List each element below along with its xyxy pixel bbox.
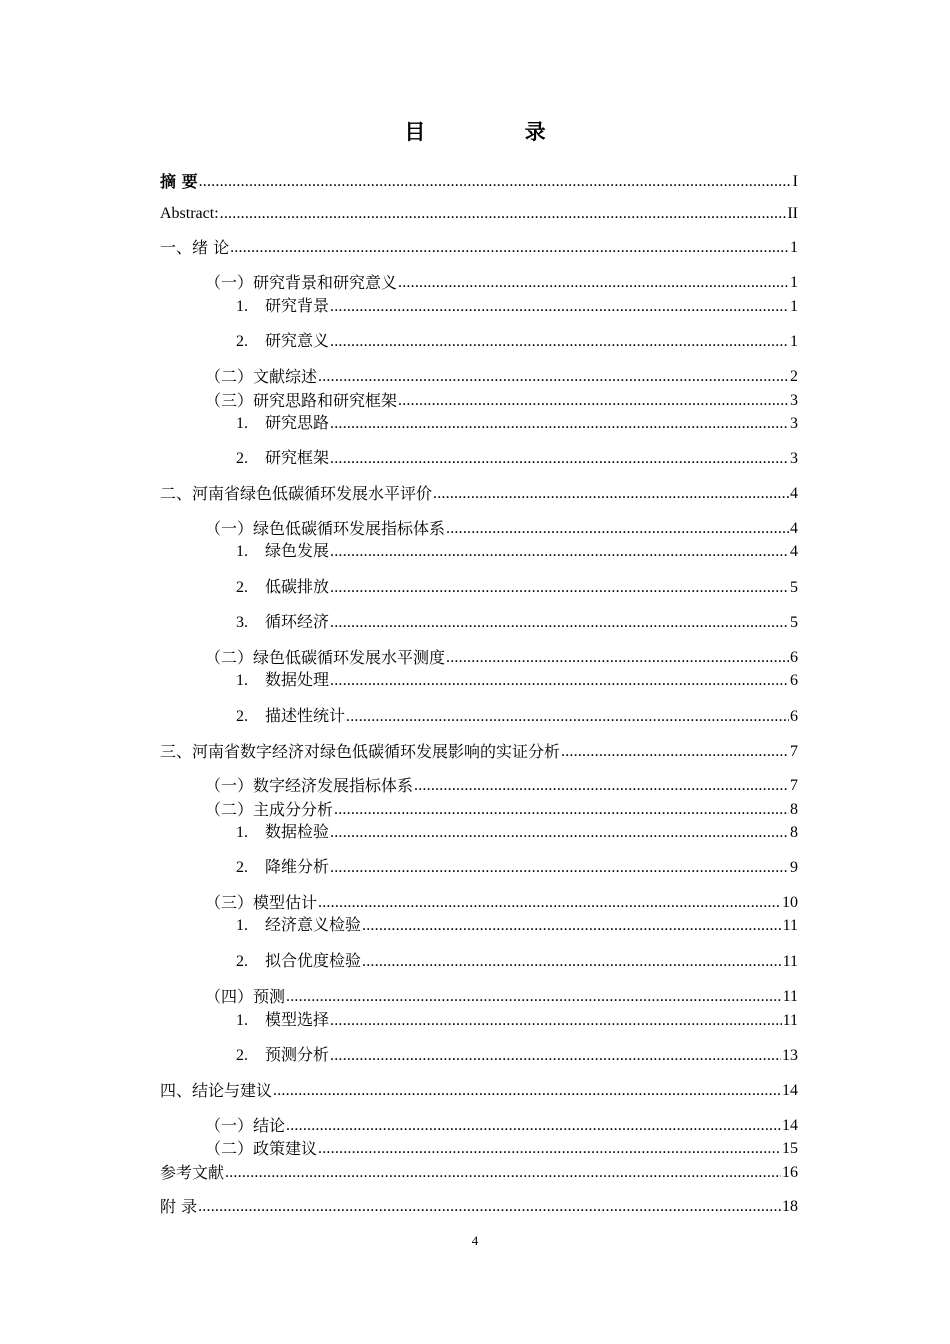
dot-leader — [433, 483, 789, 504]
dot-leader — [362, 951, 782, 972]
dot-leader — [334, 799, 789, 820]
toc-entry-label: 降维分析 — [265, 857, 330, 876]
toc-entry-page: 16 — [782, 1164, 798, 1181]
dot-leader — [318, 1138, 781, 1159]
toc-entry[interactable] — [205, 387, 798, 411]
toc-entry[interactable] — [236, 1042, 798, 1066]
toc-entry-number: 1. — [236, 1012, 248, 1029]
toc-entry-page: 11 — [782, 953, 798, 970]
toc-entry-number: 2. — [236, 859, 248, 876]
toc-entry-label: （一）研究背景和研究意义 — [205, 273, 398, 292]
toc-entry-label: 循环经济 — [265, 612, 330, 631]
dot-leader — [330, 296, 789, 317]
toc-entry-label: 数据检验 — [265, 822, 330, 841]
dot-leader — [414, 775, 789, 796]
toc-entry-label: 研究框架 — [265, 448, 330, 467]
toc-entry-label: 拟合优度检验 — [265, 951, 362, 970]
toc-entry-text — [205, 800, 333, 820]
toc-entry-number: 2. — [236, 579, 248, 596]
toc-entry[interactable] — [236, 912, 798, 936]
toc-entry-text — [160, 742, 560, 762]
dot-leader — [318, 892, 781, 913]
dot-leader — [330, 448, 789, 469]
toc-entry-label: 研究思路 — [265, 413, 330, 432]
toc-entry-page: 8 — [790, 801, 798, 818]
toc-entry-page: 11 — [782, 917, 798, 934]
toc-entry-number: 1. — [236, 824, 248, 841]
toc-entry-text — [236, 612, 329, 633]
dot-leader — [199, 171, 792, 192]
toc-entry-text — [160, 484, 432, 504]
page-number: 4 — [471, 1233, 479, 1248]
toc-entry-text — [160, 238, 229, 258]
toc-entry-page: I — [792, 173, 798, 190]
dot-leader — [330, 541, 789, 562]
toc-entry-text — [205, 893, 317, 913]
toc-entry-text — [236, 541, 329, 562]
dot-leader — [198, 1196, 781, 1217]
toc-entry-text — [205, 519, 445, 539]
toc-entry-page: 4 — [790, 543, 798, 560]
dot-leader — [561, 741, 789, 762]
dot-leader — [330, 413, 789, 434]
toc-entry-page: 4 — [790, 485, 798, 502]
toc-entry-page: 3 — [790, 450, 798, 467]
toc-entry-label: 研究背景 — [265, 296, 330, 315]
dot-leader — [362, 915, 782, 936]
toc-entry-label: 四、结论与建议 — [160, 1081, 273, 1100]
toc-entry-number: 1. — [236, 415, 248, 432]
toc-entry-number: 2. — [236, 708, 248, 725]
toc-entry-text — [160, 1081, 272, 1101]
toc-entry[interactable] — [205, 644, 798, 668]
toc-entry-page: 3 — [790, 392, 798, 409]
toc-entry-label: （二）绿色低碳循环发展水平测度 — [205, 648, 446, 667]
toc-entry-page: 2 — [790, 368, 798, 385]
toc-entry-page: 11 — [782, 1012, 798, 1029]
toc-entry-number: 2. — [236, 1047, 248, 1064]
toc-entry-label: 附 录 — [160, 1197, 198, 1216]
toc-entry[interactable] — [205, 363, 798, 387]
dot-leader — [318, 366, 789, 387]
toc-entry-text — [236, 706, 345, 727]
toc-entry-number: 3. — [236, 614, 248, 631]
toc-entry-text — [205, 1116, 285, 1136]
toc-entry-text — [236, 822, 329, 843]
toc-entry-page: 9 — [790, 859, 798, 876]
toc-entry-label: （三）研究思路和研究框架 — [205, 391, 398, 410]
toc-entry-text — [205, 648, 445, 668]
dot-leader — [330, 857, 789, 878]
toc-entry-label: Abstract: — [160, 205, 219, 222]
dot-leader — [330, 1045, 781, 1066]
dot-leader — [330, 577, 789, 598]
toc-entry[interactable] — [236, 538, 798, 562]
toc-entry-label: （二）文献综述 — [205, 367, 318, 386]
toc-entry[interactable] — [160, 480, 798, 504]
toc-entry-text — [236, 857, 329, 878]
toc-entry[interactable] — [160, 1159, 798, 1183]
toc-entry-page: 7 — [790, 777, 798, 794]
dot-leader — [398, 272, 789, 293]
toc-entry[interactable] — [236, 1007, 798, 1031]
toc-entry[interactable] — [236, 667, 798, 691]
toc-entry[interactable] — [236, 410, 798, 434]
toc-entry[interactable] — [236, 574, 798, 598]
dot-leader — [446, 518, 789, 539]
toc-entry-page: 14 — [782, 1117, 798, 1134]
toc-entry-page: 7 — [790, 743, 798, 760]
toc-entry-page: 6 — [790, 649, 798, 666]
dot-leader — [220, 203, 787, 224]
dot-leader — [330, 612, 789, 633]
toc-entry-label: 参考文献 — [160, 1163, 225, 1182]
toc-entry-page: 1 — [790, 274, 798, 291]
toc-entry-label: （一）绿色低碳循环发展指标体系 — [205, 519, 446, 538]
toc-entry-page: 4 — [790, 520, 798, 537]
dot-leader — [330, 670, 789, 691]
toc-entry[interactable] — [160, 168, 798, 192]
toc-entry[interactable] — [236, 819, 798, 843]
toc-entry[interactable] — [205, 772, 798, 796]
toc-entry-number: 1. — [236, 672, 248, 689]
toc-entry-page: 5 — [790, 614, 798, 631]
toc-entry-text — [236, 331, 329, 352]
toc-entry[interactable] — [236, 293, 798, 317]
toc-entry-text — [236, 577, 329, 598]
toc-entry[interactable] — [160, 1193, 798, 1217]
toc-entry-number: 1. — [236, 543, 248, 560]
toc-entry[interactable] — [236, 948, 798, 972]
toc-entry-label: 预测分析 — [265, 1045, 330, 1064]
toc-entry-text — [160, 203, 219, 224]
toc-entry-page: 15 — [782, 1140, 798, 1157]
toc-entry-page: II — [787, 205, 798, 222]
toc-entry[interactable] — [160, 1077, 798, 1101]
dot-leader — [330, 1010, 782, 1031]
dot-leader — [330, 331, 789, 352]
toc-entry-text — [236, 670, 329, 691]
toc-entry-text — [236, 951, 361, 972]
toc-entry-page: 1 — [790, 333, 798, 350]
dot-leader — [225, 1162, 781, 1183]
toc-entry[interactable] — [160, 200, 798, 224]
toc-entry-number: 1. — [236, 298, 248, 315]
toc-entry[interactable] — [205, 269, 798, 293]
toc-entry-text — [205, 273, 397, 293]
dot-leader — [330, 822, 789, 843]
toc-title: 目 录 — [404, 119, 592, 144]
toc-entry-label: 模型选择 — [265, 1010, 330, 1029]
toc-entry[interactable] — [160, 234, 798, 258]
toc-entry-label: 绿色发展 — [265, 541, 330, 560]
toc-entry[interactable] — [160, 738, 798, 762]
toc-entry-page: 8 — [790, 824, 798, 841]
toc-entry-label: 一、绪 论 — [160, 238, 230, 257]
toc-entry[interactable] — [236, 703, 798, 727]
toc-entry-text — [236, 915, 361, 936]
toc-entry-text — [236, 1045, 329, 1066]
toc-entry[interactable] — [205, 983, 798, 1007]
toc-entry-text — [236, 296, 329, 317]
toc-entry-label: （一）数字经济发展指标体系 — [205, 776, 414, 795]
toc-entry-text — [160, 172, 198, 192]
toc-entry-text — [205, 1139, 317, 1159]
toc-entry[interactable] — [236, 609, 798, 633]
toc-entry-label: 低碳排放 — [265, 577, 330, 596]
toc-entry-page: 6 — [790, 672, 798, 689]
toc-entry-text — [205, 776, 413, 796]
toc-entry-page: 1 — [790, 239, 798, 256]
toc-entry-text — [205, 367, 317, 387]
toc-entry-number: 2. — [236, 450, 248, 467]
dot-leader — [286, 986, 782, 1007]
toc-entry-text — [205, 391, 397, 411]
toc-entry-label: （三）模型估计 — [205, 893, 318, 912]
toc-entry-label: 研究意义 — [265, 331, 330, 350]
toc-entry[interactable] — [236, 854, 798, 878]
toc-entry-page: 1 — [790, 298, 798, 315]
toc-entry-page: 14 — [782, 1082, 798, 1099]
toc-entry-label: 摘 要 — [160, 172, 198, 191]
toc-entry-label: （四）预测 — [205, 987, 286, 1006]
toc-entry-label: 数据处理 — [265, 670, 330, 689]
toc-entry[interactable] — [205, 796, 798, 820]
toc-entry-page: 3 — [790, 415, 798, 432]
toc-entry-text — [236, 448, 329, 469]
dot-leader — [446, 647, 789, 668]
toc-entry-text — [160, 1197, 197, 1217]
toc-entry-text — [236, 1010, 329, 1031]
toc-entry[interactable] — [205, 889, 798, 913]
toc-entry-label: 描述性统计 — [265, 706, 346, 725]
toc-entry-page: 5 — [790, 579, 798, 596]
toc-entry-number: 2. — [236, 953, 248, 970]
toc-entry-label: 二、河南省绿色低碳循环发展水平评价 — [160, 484, 433, 503]
toc-entry-text — [236, 413, 329, 434]
toc-entry-text — [205, 987, 285, 1007]
toc-entry-label: 三、河南省数字经济对绿色低碳循环发展影响的实证分析 — [160, 742, 561, 761]
dot-leader — [273, 1080, 781, 1101]
toc-entry-label: （一）结论 — [205, 1116, 286, 1135]
toc-entry-page: 18 — [782, 1198, 798, 1215]
dot-leader — [286, 1115, 781, 1136]
toc-entry[interactable] — [236, 328, 798, 352]
toc-entry[interactable] — [205, 515, 798, 539]
toc-entry-page: 10 — [782, 894, 798, 911]
toc-entry-number: 1. — [236, 917, 248, 934]
toc-entry-label: （二）政策建议 — [205, 1139, 318, 1158]
toc-entry-page: 6 — [790, 708, 798, 725]
dot-leader — [398, 390, 789, 411]
toc-entry[interactable] — [205, 1135, 798, 1159]
dot-leader — [346, 706, 789, 727]
dot-leader — [230, 237, 789, 258]
toc-entry-label: 经济意义检验 — [265, 915, 362, 934]
toc-entry-text — [160, 1163, 224, 1183]
toc-entry[interactable] — [236, 445, 798, 469]
toc-entry-number: 2. — [236, 333, 248, 350]
toc-entry-page: 11 — [782, 988, 798, 1005]
toc-entry-page: 13 — [782, 1047, 798, 1064]
toc-entry-label: （二）主成分分析 — [205, 800, 334, 819]
toc-entry[interactable] — [205, 1112, 798, 1136]
